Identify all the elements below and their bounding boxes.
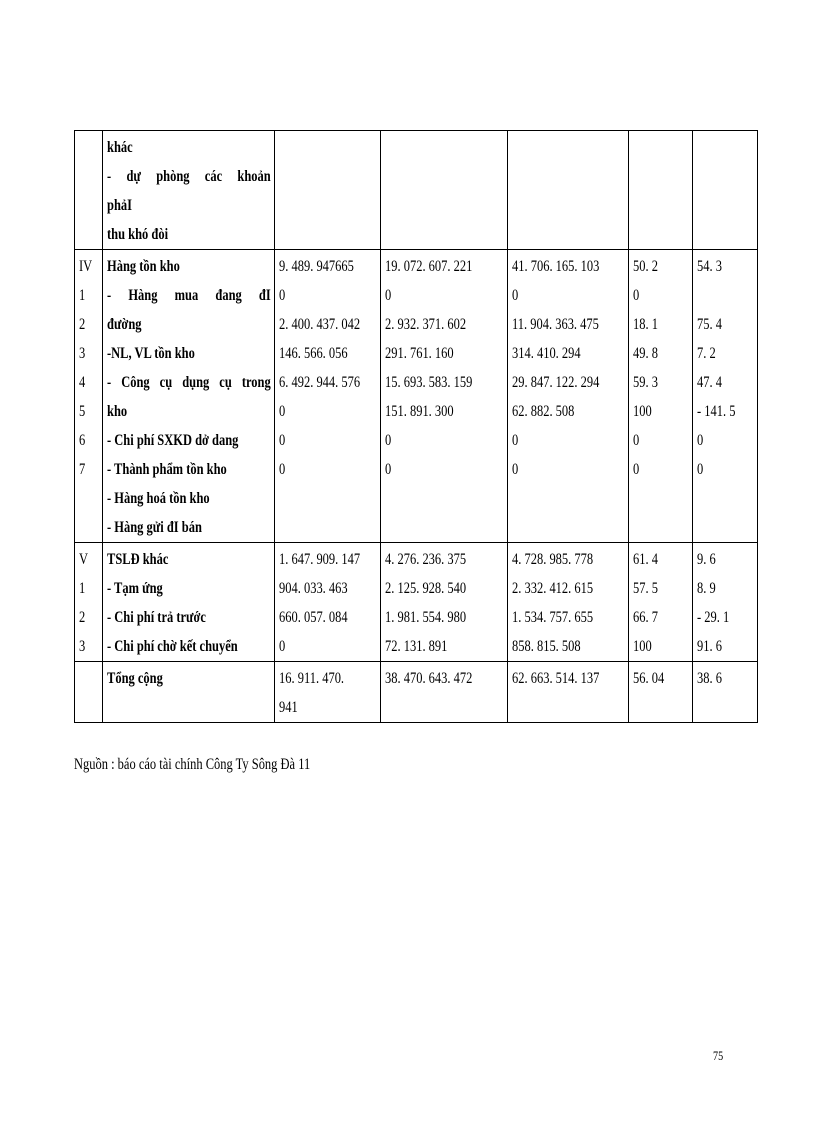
- ratio-cell-a: [629, 250, 693, 543]
- item-cell: [103, 250, 275, 543]
- ratio-cell-b: [693, 131, 758, 250]
- cell-value: 1: [79, 287, 86, 304]
- cell-value: 66. 7: [633, 609, 658, 626]
- item-label: - Tạm ứng: [107, 580, 163, 597]
- ratio-cell-b: [693, 662, 758, 723]
- item-label: kho: [107, 403, 128, 420]
- cell-value: 38. 470. 643. 472: [385, 670, 473, 687]
- cell-value: 151. 891. 300: [385, 403, 454, 420]
- cell-value: 4. 276. 236. 375: [385, 551, 467, 568]
- item-label: - Chi phí SXKD dở dang: [107, 432, 239, 449]
- cell-value: [79, 664, 95, 693]
- cell-value: 1. 534. 757. 655: [512, 609, 594, 626]
- cell-value: 2: [79, 609, 86, 626]
- row-number-cell: [75, 250, 103, 543]
- value-cell-2011: [275, 543, 381, 662]
- cell-value: - 29. 1: [697, 609, 730, 626]
- row-number-cell: [75, 543, 103, 662]
- cell-value: 19. 072. 607. 221: [385, 258, 473, 275]
- item-label: - Hàng gửi đI bán: [107, 519, 202, 536]
- cell-value: [633, 133, 677, 162]
- cell-value: 59. 3: [633, 374, 658, 391]
- page-number: 75: [713, 1048, 724, 1063]
- cell-value: 29. 847. 122. 294: [512, 374, 600, 391]
- cell-value: [79, 133, 95, 162]
- item-label: - Thành phẩm tồn kho: [107, 461, 227, 478]
- cell-value: 38. 6: [697, 670, 722, 687]
- cell-value: 2: [79, 316, 86, 333]
- cell-value: 100: [633, 403, 652, 420]
- value-cell-2011: [275, 250, 381, 543]
- cell-value: 61. 4: [633, 551, 658, 568]
- row-number-cell: [75, 131, 103, 250]
- ratio-cell-b: [693, 250, 758, 543]
- financial-table: [74, 130, 758, 723]
- cell-value: 0: [279, 287, 286, 304]
- cell-value: V: [79, 551, 89, 568]
- ratio-cell-a: [629, 543, 693, 662]
- ratio-cell-b: [693, 543, 758, 662]
- cell-value: 2. 932. 371. 602: [385, 316, 467, 333]
- cell-value: 100: [633, 638, 652, 655]
- cell-value: 1: [79, 580, 86, 597]
- cell-value: 1. 981. 554. 980: [385, 609, 467, 626]
- cell-value: 15. 693. 583. 159: [385, 374, 473, 391]
- cell-value: 91. 6: [697, 638, 722, 655]
- cell-value: 62. 882. 508: [512, 403, 575, 420]
- cell-value: 8. 9: [697, 580, 716, 597]
- cell-value: [279, 133, 355, 162]
- cell-value: 0: [697, 461, 704, 478]
- value-cell-2011: [275, 662, 381, 723]
- item-label: - Chi phí chờ kết chuyển: [107, 638, 238, 655]
- cell-value: 11. 904. 363. 475: [512, 316, 599, 333]
- cell-value: 2. 125. 928. 540: [385, 580, 467, 597]
- table-row: [75, 543, 758, 662]
- cell-value: 0: [385, 432, 392, 449]
- cell-value: 4. 728. 985. 778: [512, 551, 594, 568]
- item-label: -NL, VL tồn kho: [107, 345, 195, 362]
- cell-value: 6. 492. 944. 576: [279, 374, 361, 391]
- cell-value: 660. 057. 084: [279, 609, 348, 626]
- cell-value: 0: [279, 403, 286, 420]
- cell-value: 0: [385, 461, 392, 478]
- cell-value: 0: [279, 432, 286, 449]
- value-cell-2013: [508, 662, 629, 723]
- cell-value: [697, 133, 741, 162]
- cell-value: IV: [79, 258, 93, 275]
- cell-value: 7: [79, 461, 86, 478]
- item-label: Hàng tồn kho: [107, 258, 180, 275]
- cell-value: 2. 332. 412. 615: [512, 580, 594, 597]
- cell-value: 47. 4: [697, 374, 722, 391]
- item-label: phảI: [107, 197, 132, 214]
- value-cell-2012: [381, 131, 508, 250]
- cell-value: 41. 706. 165. 103: [512, 258, 600, 275]
- cell-value: 0: [697, 432, 704, 449]
- cell-value: 54. 3: [697, 258, 722, 275]
- cell-value: 72. 131. 891: [385, 638, 448, 655]
- source-note: Nguồn : báo cáo tài chính Công Ty Sông Đà 11: [74, 756, 311, 773]
- cell-value: 0: [512, 287, 519, 304]
- cell-value: 5: [79, 403, 86, 420]
- table-row: [75, 131, 758, 250]
- cell-value: 62. 663. 514. 137: [512, 670, 600, 687]
- cell-value: 57. 5: [633, 580, 658, 597]
- value-cell-2011: [275, 131, 381, 250]
- cell-value: 9. 489. 947665: [279, 258, 354, 275]
- item-cell: [103, 543, 275, 662]
- value-cell-2013: [508, 131, 629, 250]
- ratio-cell-a: [629, 131, 693, 250]
- cell-value: 2. 400. 437. 042: [279, 316, 361, 333]
- cell-value: 3: [79, 638, 86, 655]
- cell-value: 0: [279, 461, 286, 478]
- item-cell: [103, 131, 275, 250]
- cell-value: 1. 647. 909. 147: [279, 551, 361, 568]
- cell-value: 6: [79, 432, 86, 449]
- cell-value: 3: [79, 345, 86, 362]
- cell-value: 904. 033. 463: [279, 580, 348, 597]
- cell-value: 50. 2: [633, 258, 658, 275]
- table-body: [75, 131, 758, 723]
- item-cell: [103, 662, 275, 723]
- cell-value: 0: [385, 287, 392, 304]
- item-label: đường: [107, 316, 142, 333]
- item-label: - Chi phí trả trước: [107, 609, 206, 626]
- cell-value: 291. 761. 160: [385, 345, 454, 362]
- cell-value: 0: [633, 461, 640, 478]
- item-label: TSLĐ khác: [107, 551, 169, 568]
- cell-value: 56. 04: [633, 670, 665, 687]
- cell-value: 75. 4: [697, 316, 722, 333]
- cell-value: 0: [633, 287, 640, 304]
- row-number-cell: [75, 662, 103, 723]
- table-row: [75, 662, 758, 723]
- value-cell-2012: [381, 543, 508, 662]
- cell-value: 0: [633, 432, 640, 449]
- cell-value: - 141. 5: [697, 403, 736, 420]
- value-cell-2013: [508, 543, 629, 662]
- cell-value: 0: [512, 432, 519, 449]
- table-row: [75, 250, 758, 543]
- item-label: Tổng cộng: [107, 670, 163, 687]
- value-cell-2012: [381, 662, 508, 723]
- value-cell-2013: [508, 250, 629, 543]
- item-label: thu khó đòi: [107, 226, 169, 243]
- cell-value: 16. 911. 470.: [279, 670, 345, 687]
- item-label: - Hàng hoá tồn kho: [107, 490, 210, 507]
- cell-value: [697, 281, 741, 310]
- cell-value: 9. 6: [697, 551, 716, 568]
- item-label: - Công cụ dụng cụ trong: [107, 374, 271, 391]
- item-label: - dự phòng các khoản: [107, 168, 271, 185]
- cell-value: [385, 133, 478, 162]
- cell-value: 0: [512, 461, 519, 478]
- ratio-cell-a: [629, 662, 693, 723]
- item-label: khác: [107, 139, 133, 156]
- cell-value: 7. 2: [697, 345, 716, 362]
- cell-value: 49. 8: [633, 345, 658, 362]
- cell-value: 18. 1: [633, 316, 658, 333]
- cell-value: 314. 410. 294: [512, 345, 581, 362]
- cell-value: 0: [279, 638, 286, 655]
- cell-value: 146. 566. 056: [279, 345, 348, 362]
- value-cell-2012: [381, 250, 508, 543]
- cell-value: 941: [279, 699, 298, 716]
- item-label: - Hàng mua đang đI: [107, 287, 271, 304]
- cell-value: 858. 815. 508: [512, 638, 581, 655]
- cell-value: [512, 133, 600, 162]
- cell-value: 4: [79, 374, 86, 391]
